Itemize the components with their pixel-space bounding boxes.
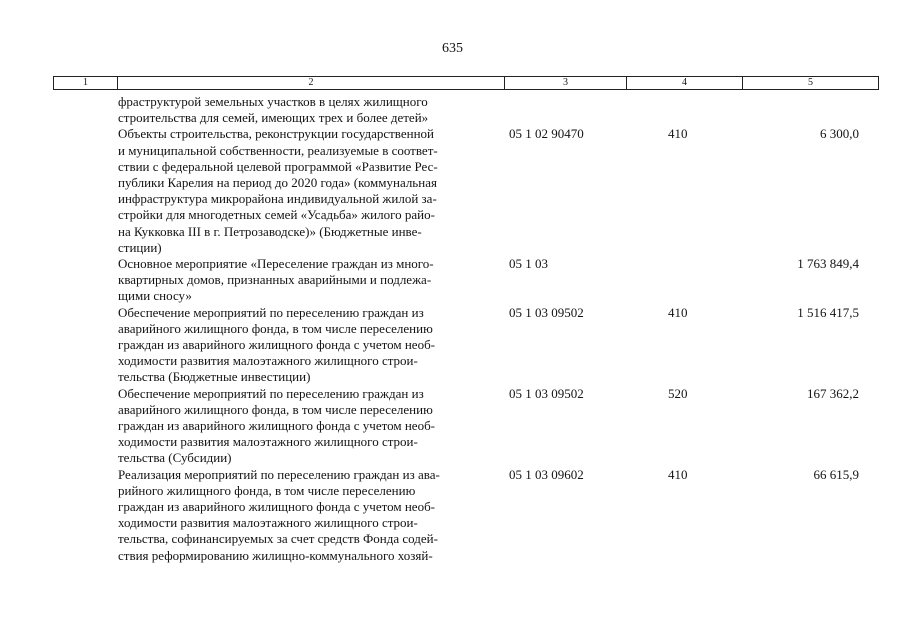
description-line: стиции) (118, 239, 162, 255)
row-description (118, 305, 498, 386)
row-code: 05 1 03 (509, 256, 548, 272)
description-line: и муниципальной собственности, реализуемые в соответ- (118, 142, 438, 158)
row-code: 05 1 03 09602 (509, 466, 584, 482)
header-col-3: 3 (563, 77, 568, 88)
description-line: строительства для семей, имеющих трех и более детей» (118, 110, 429, 126)
row-expense-type: 520 (668, 385, 688, 401)
description-line: тельства (Бюджетные инвестиции) (118, 369, 311, 385)
description-line: Обеспечение мероприятий по переселению граждан из (118, 385, 424, 401)
description-line: аварийного жилищного фонда, в том числе переселению (118, 320, 433, 336)
row-amount: 1 516 417,5 (797, 304, 859, 320)
header-col-4: 4 (682, 77, 687, 88)
row-expense-type: 410 (668, 126, 688, 142)
description-line: щими сносу» (118, 288, 192, 304)
description-line: Основное мероприятие «Переселение граждан из много- (118, 256, 434, 272)
row-description (118, 256, 498, 305)
page-number: 635 (442, 41, 463, 56)
table-header (53, 76, 879, 90)
row-amount: 6 300,0 (820, 126, 859, 142)
description-line: ходимости развития малоэтажного жилищного строи- (118, 434, 418, 450)
row-description (118, 126, 498, 256)
description-line: фраструктурой земельных участков в целях жилищного (118, 94, 428, 109)
description-line: граждан из аварийного жилищного фонда с учетом необ- (118, 418, 436, 434)
table-row (0, 305, 905, 386)
table-row (0, 256, 905, 305)
row-expense-type: 410 (668, 466, 688, 482)
row-code: 05 1 03 09502 (509, 304, 584, 320)
header-col-5: 5 (808, 77, 813, 88)
table-row (0, 467, 905, 564)
row-description (118, 94, 498, 126)
description-line: Объекты строительства, реконструкции государственной (118, 126, 435, 142)
description-line: граждан из аварийного жилищного фонда с учетом необ- (118, 337, 436, 353)
description-line: публики Карелия на период до 2020 года» (коммунальная (118, 175, 437, 191)
description-line: ствии с федеральной целевой программой «Развитие Рес- (118, 158, 438, 174)
description-line: Обеспечение мероприятий по переселению граждан из (118, 304, 424, 320)
table-body (0, 94, 905, 564)
description-line: рийного жилищного фонда, в том числе переселению (118, 482, 416, 498)
description-line: квартирных домов, признанных аварийными и подлежа- (118, 272, 432, 288)
description-line: тельства, софинансируемых за счет средств Фонда содей- (118, 531, 438, 547)
row-code: 05 1 02 90470 (509, 126, 584, 142)
header-col-1: 1 (83, 77, 88, 88)
description-line: стройки для многодетных семей «Усадьба» жилого райо- (118, 207, 435, 223)
description-line: ствия реформированию жилищно-коммунального хозяй- (118, 547, 433, 563)
table-row (0, 386, 905, 467)
row-description (118, 467, 498, 564)
row-amount: 66 615,9 (813, 466, 859, 482)
description-line: тельства (Субсидии) (118, 450, 232, 466)
description-line: на Кукковка III в г. Петрозаводске)» (Бюджетные инве- (118, 223, 422, 239)
description-line: ходимости развития малоэтажного жилищного строи- (118, 515, 418, 531)
description-line: граждан из аварийного жилищного фонда с учетом необ- (118, 499, 436, 515)
description-line: Реализация мероприятий по переселению граждан из ава- (118, 466, 440, 482)
row-description (118, 386, 498, 467)
description-line: аварийного жилищного фонда, в том числе переселению (118, 401, 433, 417)
row-amount: 1 763 849,4 (797, 256, 859, 272)
row-expense-type: 410 (668, 304, 688, 320)
header-col-2: 2 (308, 77, 314, 88)
table-row (0, 94, 905, 126)
description-line: ходимости развития малоэтажного жилищного строи- (118, 353, 418, 369)
row-amount: 167 362,2 (807, 385, 859, 401)
description-line: инфраструктура микрорайона индивидуальной жилой за- (118, 191, 437, 207)
table-row (0, 126, 905, 256)
row-code: 05 1 03 09502 (509, 385, 584, 401)
